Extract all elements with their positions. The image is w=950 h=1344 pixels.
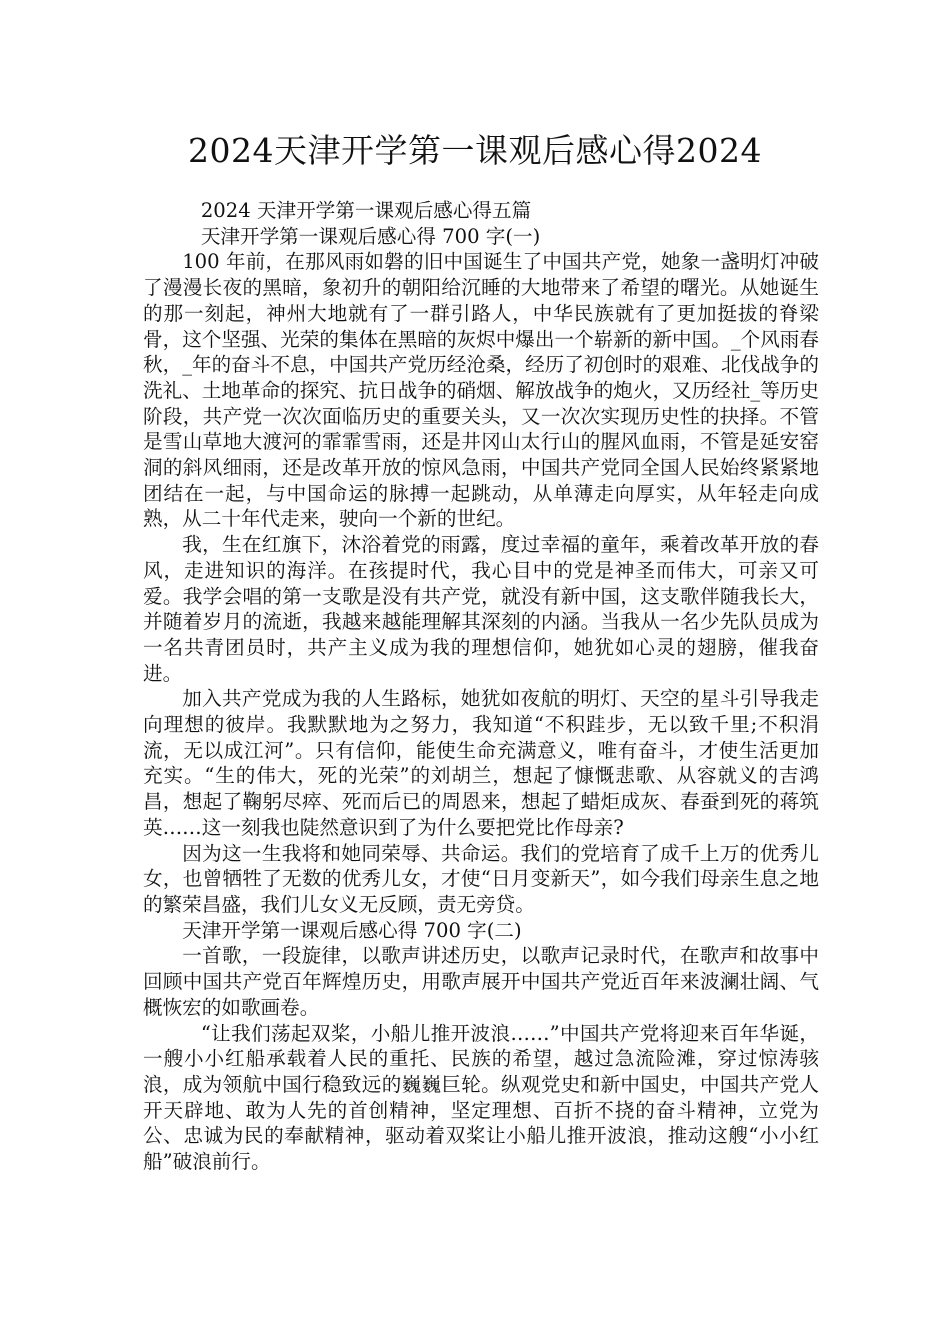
document-body [143, 198, 819, 1175]
section-heading-1: 天津开学第一课观后感心得 700 字(一) [200, 224, 541, 248]
section-heading-2: 天津开学第一课观后感心得 700 字(二) [182, 918, 522, 942]
paragraph: “让我们荡起双桨，小船儿推开波浪……”中国共产党将迎来百年华诞，一艘小小红船承载着人民的重托、民族的希望，越过急流险滩，穿过惊涛骇浪，成为领航中国行稳致远的巍巍巨轮。纵观党史和新中国史，中国共产党人开天辟地、敢为人先的首创精神，坚定理想、百折不挠的奋斗精神，立党为公、忠诚为民的奉献精神，驱动着双桨让小船儿推开波浪，推动这艘“小小红船”破浪前行。 [143, 1021, 819, 1174]
paragraph: 因为这一生我将和她同荣辱、共命运。我们的党培育了成千上万的优秀儿女，也曾牺牲了无数的优秀儿女，才使“日月变新天”，如今我们母亲生息之地的繁荣昌盛，我们儿女义无反顾，责无旁贷。 [143, 841, 819, 916]
document-title: 2024天津开学第一课观后感心得2024 [188, 131, 762, 170]
paragraph: 我，生在红旗下，沐浴着党的雨露，度过幸福的童年，乘着改革开放的春风，走进知识的海洋。在孩提时代，我心目中的党是神圣而伟大，可亲又可爱。我学会唱的第一支歌是没有共产党，就没有新中国，这支歌伴随我长大，并随着岁月的流逝，我越来越能理解其深刻的内涵。当我从一名少先队员成为一名共青团员时，共产主义成为我的理想信仰，她犹如心灵的翅膀，催我奋进。 [143, 533, 819, 685]
paragraph: 加入共产党成为我的人生路标，她犹如夜航的明灯、天空的星斗引导我走向理想的彼岸。我默默地为之努力，我知道“不积跬步，无以致千里;不积涓流，无以成江河”。只有信仰，能使生命充满意义，唯有奋斗，才使生活更加充实。“生的伟大，死的光荣”的刘胡兰，想起了慷慨悲歌、从容就义的吉鸿昌，想起了鞠躬尽瘁、死而后已的周恩来，想起了蜡炬成灰、春蚕到死的蒋筑英……这一刻我也陡然意识到了为什么要把党比作母亲? [143, 687, 819, 839]
paragraph: 100 年前，在那风雨如磐的旧中国诞生了中国共产党，她象一盏明灯冲破了漫漫长夜的黑暗，象初升的朝阳给沉睡的大地带来了希望的曙光。从她诞生的那一刻起，神州大地就有了一群引路人，中华民族就有了更加挺拔的脊梁骨，这个坚强、光荣的集体在黑暗的灰烬中爆出一个崭新的新中国。_个风雨春秋，_年的奋斗不息，中国共产党历经沧桑，经历了初创时的艰难、北伐战争的洗礼、土地革命的探究、抗日战争的硝烟、解放战争的炮火，又历经社_等历史阶段，共产党一次次面临历史的重要关头，又一次次实现历史性的抉择。不管是雪山草地大渡河的霏霏雪雨，还是井冈山太行山的腥风血雨，不管是延安窑洞的斜风细雨，还是改革开放的惊风急雨，中国共产党同全国人民始终紧紧地团结在一起，与中国命运的脉搏一起跳动，从单薄走向厚实，从年轻走向成熟，从二十年代走来，驶向一个新的世纪。 [143, 250, 819, 531]
paragraph: 一首歌，一段旋律，以歌声讲述历史，以歌声记录时代，在歌声和故事中回顾中国共产党百年辉煌历史，用歌声展开中国共产党近百年来波澜壮阔、气概恢宏的如歌画卷。 [143, 944, 819, 1019]
doc-subtitle: 2024 天津开学第一课观后感心得五篇 [200, 199, 532, 222]
